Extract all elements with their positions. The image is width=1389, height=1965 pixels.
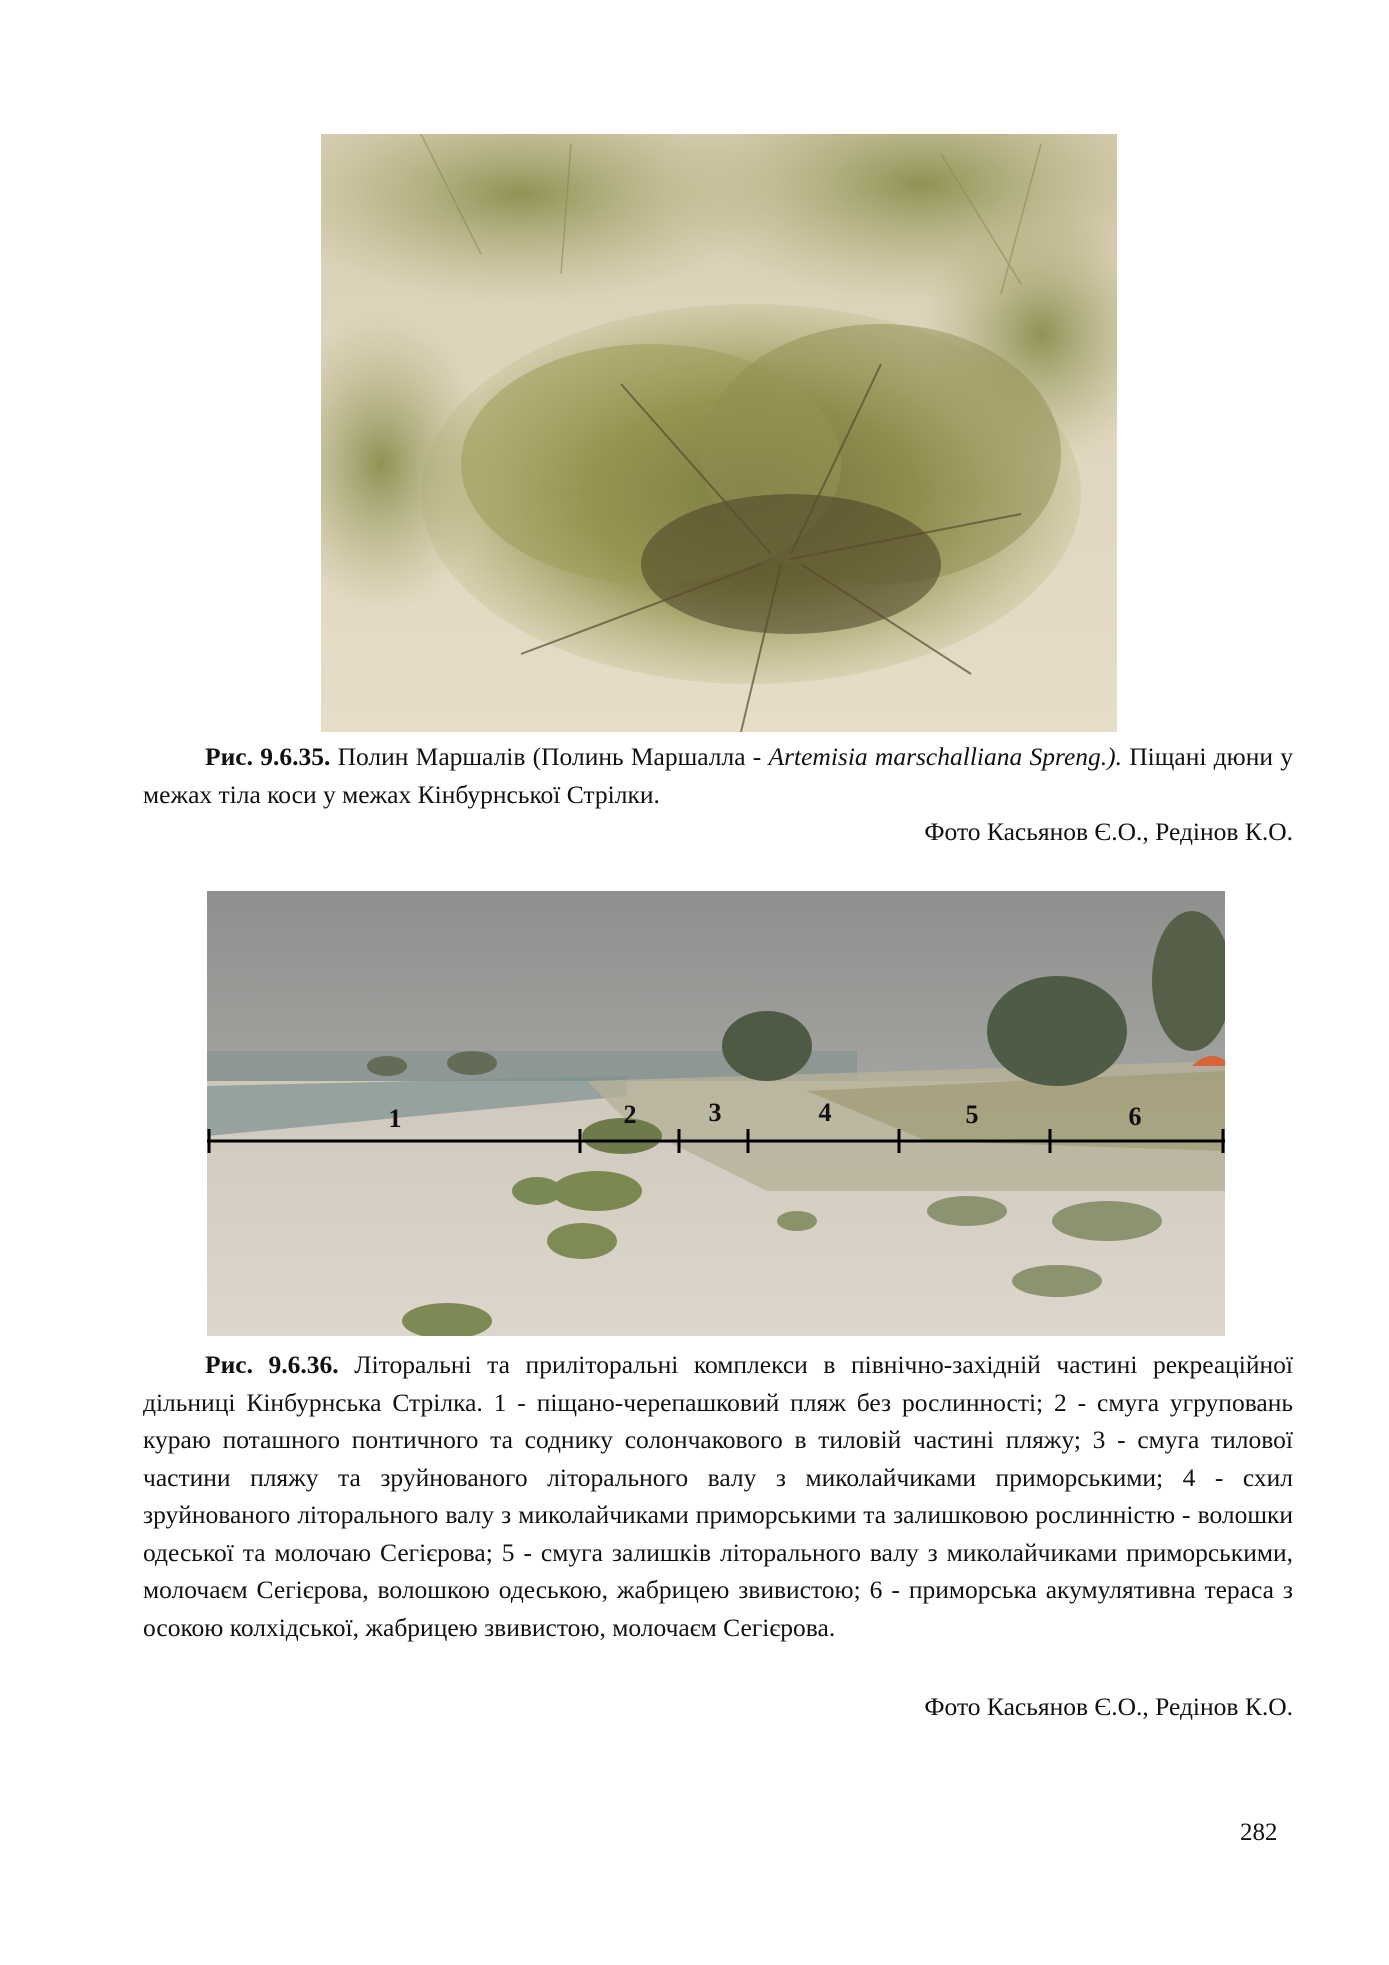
page-number: 282: [1240, 1819, 1278, 1846]
photo-credit-1: Фото Касьянов Є.О., Редінов К.О.: [924, 817, 1293, 846]
figure-photo-artemisia: [321, 134, 1117, 732]
zone-label-2: 2: [623, 1100, 637, 1129]
caption-text-1b: Піщані дюни у межах тіла коси у межах Кінбурнської Стрілки.: [143, 742, 1293, 809]
zone-label-5: 5: [965, 1100, 979, 1129]
figure-caption-1: [143, 738, 1293, 813]
photo-credit-2: Фото Касьянов Є.О., Редінов К.О.: [924, 1692, 1293, 1721]
zone-label-3: 3: [708, 1098, 722, 1127]
caption-latin-name: Artemisia marschalliana Spreng.).: [768, 742, 1123, 771]
zone-label-1: 1: [388, 1104, 402, 1133]
figure-label-2: Рис. 9.6.36.: [205, 1350, 339, 1379]
figure-label-1: Рис. 9.6.35.: [205, 742, 331, 771]
zone-label-6: 6: [1128, 1102, 1142, 1131]
figure-caption-2: [143, 1346, 1293, 1646]
figure-photo-beach-zones: [207, 891, 1225, 1336]
zone-label-4: 4: [818, 1098, 832, 1127]
caption-text-2: Літоральні та приліторальні комплекси в північно-західній частині рекреаційної дільниці Кінбурнська Стрілка. 1 - піщано-черепашковий пляж без рослинності; 2 - смуга угруповань кураю поташного понтичного та соднику солончакового в тиловій частині пляжу; 3 - смуга тилової частини пляжу та зруйнованого літорального валу з миколайчиками приморськими; 4 - схил зруйнованого літорального валу з миколайчиками приморськими та залишковою рослинністю - волошки одеської та молочаю Сегієрова; 5 - смуга залишків літорального валу з миколайчиками приморськими, молочаєм Сегієрова, волошкою одеською, жабрицею звивистою; 6 - приморська акумулятивна тераса з осокою колхідської, жабрицею звивистою, молочаєм Сегієрова.: [143, 1350, 1294, 1642]
caption-text-1a: Полин Маршалів (Полинь Маршалла -: [330, 742, 769, 771]
